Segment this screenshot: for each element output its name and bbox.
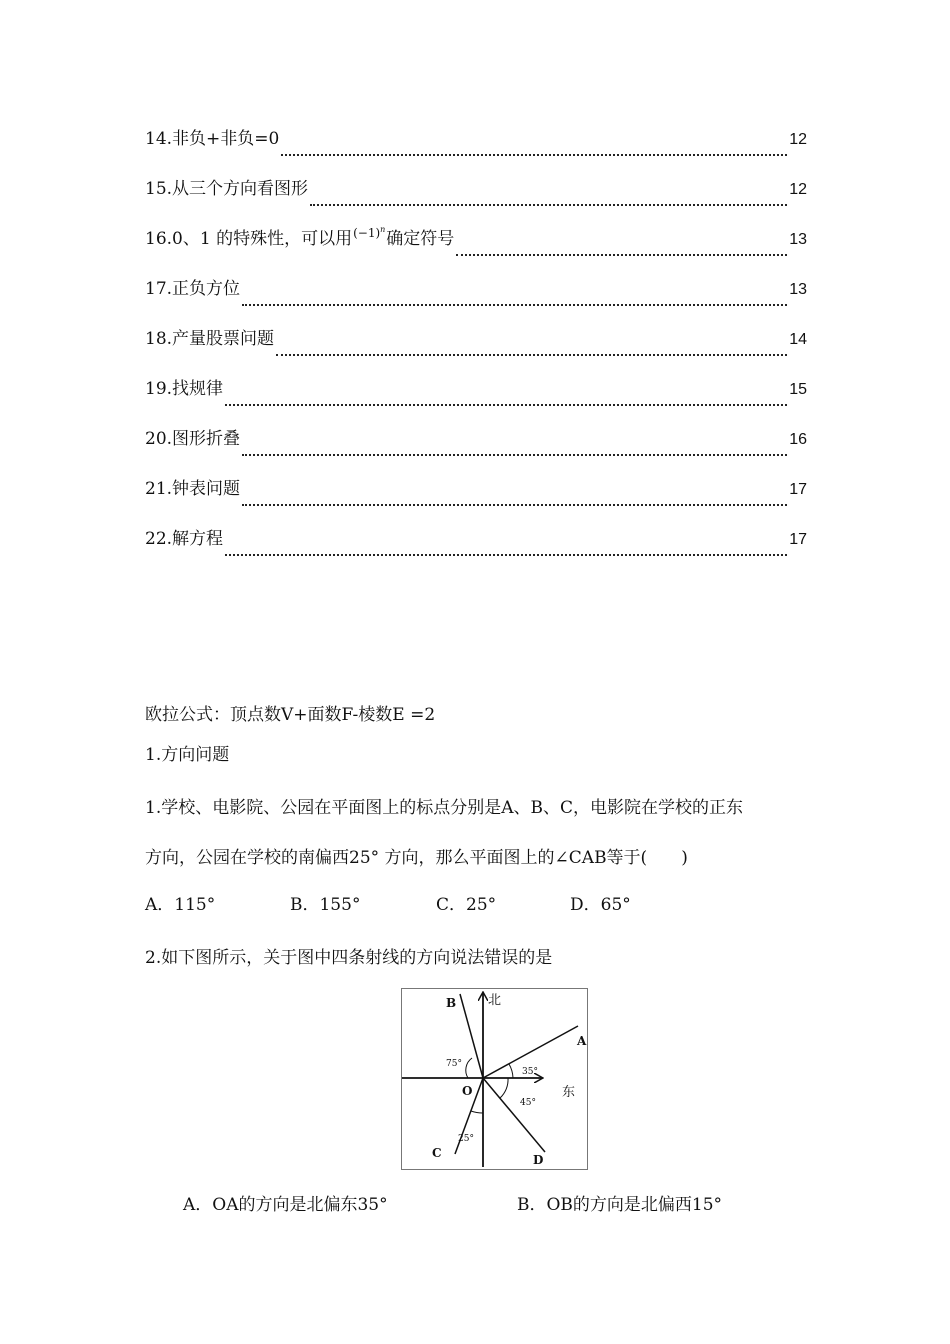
negative-one: (−1) <box>353 226 381 241</box>
choice-d[interactable]: D．65° <box>570 895 631 915</box>
toc-leader <box>310 204 787 206</box>
choice-a[interactable]: A．115° <box>145 895 216 915</box>
ray-ob <box>460 994 483 1078</box>
angle-75-label: 75° <box>446 1059 462 1069</box>
toc-row[interactable] <box>145 424 807 474</box>
toc-row[interactable] <box>145 524 807 574</box>
toc-leader <box>242 504 787 506</box>
label-d: D <box>533 1153 544 1167</box>
arc-45 <box>500 1078 508 1098</box>
toc-leader <box>456 254 787 256</box>
question-1-line-1: 1.学校、电影院、公园在平面图上的标点分别是A、B、C，电影院在学校的正东 <box>145 798 743 818</box>
toc-page-number: 12 <box>789 181 807 198</box>
question-1-choices <box>145 890 825 915</box>
arc-25 <box>471 1111 483 1113</box>
toc-title-start: 16.0、1 的特殊性，可以用 <box>145 229 353 249</box>
toc-title <box>145 224 454 249</box>
table-of-contents <box>145 124 807 574</box>
arc-75 <box>466 1058 472 1078</box>
label-origin: O <box>462 1084 473 1098</box>
toc-row[interactable] <box>145 474 807 524</box>
toc-title: 22.解方程 <box>145 529 224 549</box>
toc-row[interactable] <box>145 324 807 374</box>
toc-leader <box>225 404 787 406</box>
euler-formula: 欧拉公式：顶点数V+面数F-棱数E =2 <box>145 705 436 725</box>
toc-page-number: 17 <box>789 531 807 548</box>
angle-25-label: 25° <box>458 1134 474 1144</box>
toc-page-number: 13 <box>789 281 807 298</box>
toc-leader <box>242 454 787 456</box>
arc-35 <box>509 1064 513 1078</box>
negative-one-power <box>353 226 385 240</box>
exponent-n: n <box>380 225 386 235</box>
section-title: 1.方向问题 <box>145 745 230 765</box>
toc-page-number: 15 <box>789 381 807 398</box>
toc-leader <box>281 154 787 156</box>
question-1-line-2: 方向，公园在学校的南偏西25° 方向，那么平面图上的∠CAB等于( ) <box>145 848 688 868</box>
toc-row[interactable] <box>145 224 807 274</box>
toc-page-number: 17 <box>789 481 807 498</box>
label-c: C <box>432 1146 442 1160</box>
toc-title: 18.产量股票问题 <box>145 329 275 349</box>
choice-c[interactable]: C．25° <box>436 895 497 915</box>
angle-35-label: 35° <box>522 1067 538 1077</box>
answer-a[interactable]: A．OA的方向是北偏东35° <box>183 1195 388 1215</box>
toc-page-number: 13 <box>789 231 807 248</box>
toc-leader <box>242 304 787 306</box>
angle-45-label: 45° <box>520 1098 536 1108</box>
label-north: 北 <box>488 993 502 1008</box>
toc-row[interactable] <box>145 274 807 324</box>
toc-title: 19.找规律 <box>145 379 224 399</box>
toc-title: 15.从三个方向看图形 <box>145 179 309 199</box>
toc-title: 21.钟表问题 <box>145 479 241 499</box>
toc-page-number: 12 <box>789 131 807 148</box>
direction-diagram <box>401 988 588 1170</box>
toc-page-number: 14 <box>789 331 807 348</box>
toc-row[interactable] <box>145 374 807 424</box>
label-b: B <box>446 996 457 1010</box>
direction-diagram-svg <box>402 989 587 1169</box>
toc-title: 14.非负+非负=0 <box>145 129 280 149</box>
answer-b[interactable]: B．OB的方向是北偏西15° <box>517 1195 723 1215</box>
toc-leader <box>225 554 787 556</box>
question-2-text: 2.如下图所示，关于图中四条射线的方向说法错误的是 <box>145 948 553 968</box>
choice-b[interactable]: B．155° <box>290 895 361 915</box>
ray-od <box>483 1078 545 1152</box>
toc-row[interactable] <box>145 174 807 224</box>
toc-page-number: 16 <box>789 431 807 448</box>
toc-title: 17.正负方位 <box>145 279 241 299</box>
toc-leader <box>276 354 787 356</box>
toc-row[interactable] <box>145 124 807 174</box>
toc-title: 20.图形折叠 <box>145 429 241 449</box>
label-a: A <box>577 1034 587 1048</box>
toc-title-end: 确定符号 <box>386 229 455 249</box>
label-east: 东 <box>562 1085 576 1100</box>
